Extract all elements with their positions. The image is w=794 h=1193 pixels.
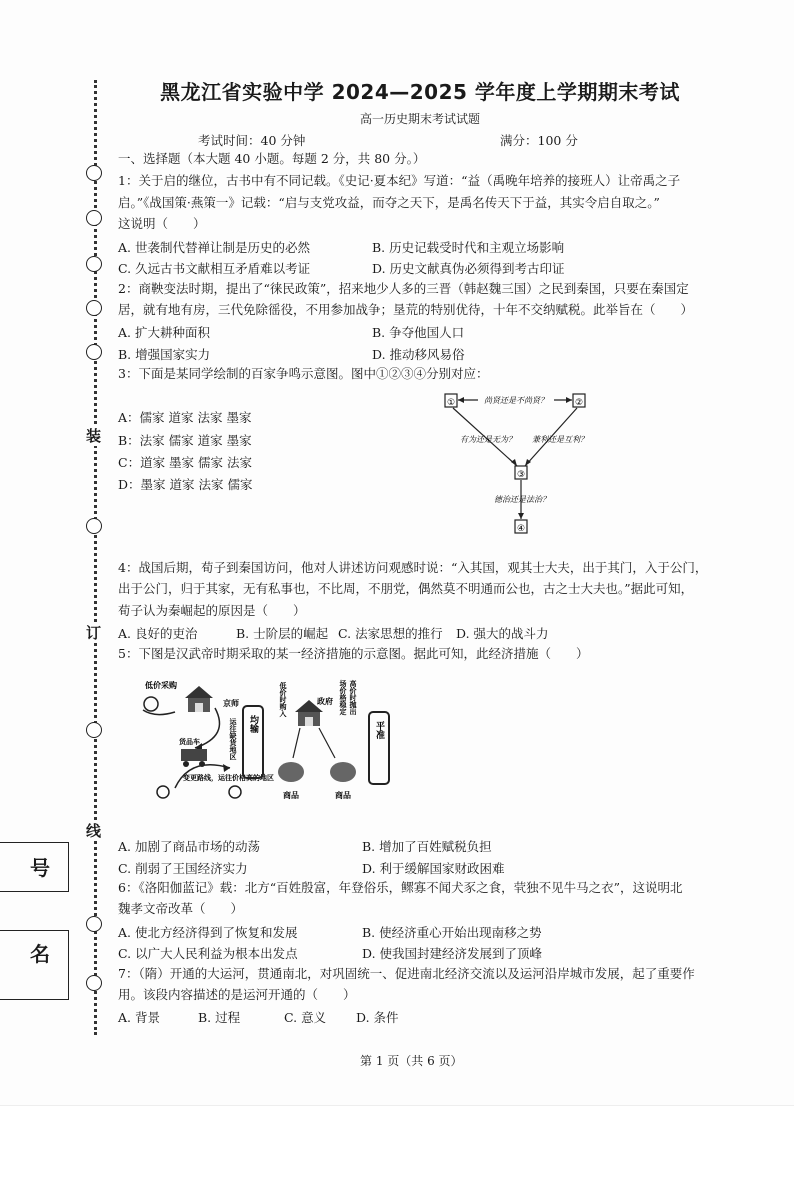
- q6-stem-line2: 魏孝文帝改革（ ）: [118, 901, 244, 916]
- binding-hole: [86, 722, 102, 738]
- q4-stem-line1: 4：战国后期，荀子到秦国访问，他对人讲述访问观感时说：“入其国，观其士大夫，出于其门，入于公门，: [118, 560, 708, 575]
- q3-option-c: C：道家 墨家 儒家 法家: [118, 455, 252, 470]
- q2-stem-line1: 2：商鞅变法时期，提出了“徕民政策”，招来地少人多的三晋（韩赵魏三国）之民到秦国，只要在秦国定: [118, 281, 689, 296]
- label-goods-2: 商品: [335, 791, 351, 800]
- q1-option-b: B. 历史记载受时代和主观立场影响: [372, 240, 565, 255]
- label-market-stable: 场价格稳定: [339, 680, 347, 715]
- q7-option-c: C. 意义: [284, 1010, 327, 1025]
- q3-stem: 3：下面是某同学绘制的百家争鸣示意图。图中①②③④分别对应：: [118, 366, 489, 381]
- binding-char-xian: 线: [86, 822, 102, 840]
- node-4-label: ④: [516, 524, 526, 534]
- binding-hole: [86, 165, 102, 181]
- node-2-label: ②: [574, 398, 584, 408]
- label-goods-1: 商品: [283, 791, 299, 800]
- q4-option-a: A. 良好的吏治: [118, 626, 198, 641]
- hundred-schools-diagram: [440, 388, 600, 538]
- exam-time: 考试时间：40 分钟: [198, 133, 306, 148]
- section-heading: 一、选择题（本大题 40 小题。每题 2 分，共 80 分。）: [118, 151, 426, 166]
- q7-stem-line2: 用。该段内容描述的是运河开通的（ ）: [118, 987, 356, 1002]
- exam-subtitle: 高一历史期末考试试题: [359, 112, 480, 126]
- warehouse-icon: [185, 686, 213, 712]
- label-goods-cart: 货品车: [179, 738, 200, 746]
- county-icon: [144, 697, 158, 711]
- binding-hole: [86, 916, 102, 932]
- q6-option-d: D. 使我国封建经济发展到了顶峰: [362, 946, 543, 961]
- page-footer: 第 1 页（共 6 页）: [360, 1054, 463, 1068]
- binding-hole: [86, 344, 102, 360]
- question-bottom: 德治还是法治？: [494, 495, 550, 504]
- q1-stem-line1: 1：关于启的继位，古书中有不同记载。《史记·夏本纪》写道：“益（禹晚年培养的接班人）让帝禹之子: [118, 173, 681, 188]
- q3-option-a: A：儒家 道家 法家 墨家: [118, 410, 252, 425]
- q4-stem-line3: 荀子认为秦崛起的原因是（ ）: [118, 603, 306, 618]
- q6-stem-line1: 6：《洛阳伽蓝记》载：北方“百姓殷富，年登俗乐，鳏寡不闻犬豕之食，茕独不见牛马之衣”，这说明北: [118, 880, 683, 895]
- q1-option-d: D. 历史文献真伪必须得到考古印证: [372, 261, 565, 276]
- label-capital: 京师: [223, 699, 239, 708]
- binding-hole: [86, 210, 102, 226]
- q4-option-c: C. 法家思想的推行: [338, 626, 443, 641]
- label-low-buy: 低价采购: [145, 681, 177, 690]
- label-ship: 运往缺货地区: [229, 718, 237, 760]
- q1-stem-line2: 启。”《战国策·燕策一》记载：“启与支党攻益，而夺之天下，是禹名传天下于益，其实令启自取之。”: [118, 195, 660, 210]
- binding-hole: [86, 300, 102, 316]
- q7-option-b: B. 过程: [198, 1010, 241, 1025]
- question-left: 有为还是无为？: [460, 435, 516, 444]
- q2-stem-line2: 居，就有地有房，三代免除徭役，不用参加战争；垦荒的特别优待，十年不交纳赋税。此举旨在（ ）: [118, 302, 694, 317]
- goods-pile-icon: [330, 762, 356, 782]
- binding-hole: [86, 518, 102, 534]
- q6-option-b: B. 使经济重心开始出现南移之势: [362, 925, 542, 940]
- binding-hole: [86, 975, 102, 991]
- q1-option-a: A. 世袭制代替禅让制是历史的必然: [118, 240, 310, 255]
- q5-option-c: C. 削弱了王国经济实力: [118, 861, 248, 876]
- binding-hole: [86, 256, 102, 272]
- cart-icon: [181, 749, 207, 761]
- q2-option-c: B. 增强国家实力: [118, 347, 211, 362]
- blank-margin: [0, 1105, 794, 1193]
- binding-char-zhuang: 装: [86, 427, 102, 445]
- q2-option-d: D. 推动移风易俗: [372, 347, 465, 362]
- q1-option-c: C. 久远古书文献相互矛盾难以考证: [118, 261, 311, 276]
- q4-stem-line2: 出于公门，归于其家，无有私事也，不比周，不朋党，偶然莫不明通而公也，古之士大夫也。”据此可知，: [118, 581, 694, 596]
- question-top: 尚贤还是不尚贤？: [484, 396, 548, 405]
- exam-title: 黑龙江省实验中学 2024—2025 学年度上学期期末考试: [160, 80, 680, 104]
- q5-option-a: A. 加剧了商品市场的动荡: [118, 839, 260, 854]
- q2-option-b: B. 争夺他国人口: [372, 325, 465, 340]
- q7-option-d: D. 条件: [356, 1010, 399, 1025]
- junshu-pingzhun-diagram: [135, 676, 395, 816]
- binding-char-ding: 订: [86, 624, 102, 642]
- q4-option-d: D. 强大的战斗力: [456, 626, 549, 641]
- label-low-time-buy: 低价时购入: [279, 682, 287, 717]
- label-junshu: 均输: [248, 715, 258, 733]
- q3-option-d: D：墨家 道家 法家 儒家: [118, 477, 253, 492]
- node-1-label: ①: [446, 398, 456, 408]
- student-number-label: 号: [30, 856, 50, 880]
- label-reroute: 变更路线，运往价格高的地区: [183, 774, 274, 782]
- goods-pile-icon: [278, 762, 304, 782]
- node-3-label: ③: [516, 470, 526, 480]
- exam-score: 满分：100 分: [500, 133, 578, 148]
- q6-option-c: C. 以广大人民利益为根本出发点: [118, 946, 298, 961]
- q7-stem-line1: 7：（隋）开通的大运河，贯通南北，对巩固统一、促进南北经济交流以及运河沿岸城市发展，起了重要作: [118, 966, 695, 981]
- q1-stem-line3: 这说明（ ）: [118, 216, 206, 231]
- q5-option-d: D. 利于缓解国家财政困难: [362, 861, 505, 876]
- label-government: 政府: [317, 697, 333, 706]
- label-high-time-sell: 高价时抛出: [349, 680, 357, 715]
- q6-option-a: A. 使北方经济得到了恢复和发展: [118, 925, 298, 940]
- q5-option-b: B. 增加了百姓赋税负担: [362, 839, 492, 854]
- label-pingzhun: 平准: [374, 721, 384, 739]
- q5-stem: 5：下图是汉武帝时期采取的某一经济措施的示意图。据此可知，此经济措施（ ）: [118, 646, 589, 661]
- q3-option-b: B：法家 儒家 道家 墨家: [118, 433, 252, 448]
- q7-option-a: A. 背景: [118, 1010, 160, 1025]
- student-name-label: 名: [30, 942, 50, 966]
- q4-option-b: B. 士阶层的崛起: [236, 626, 329, 641]
- question-right: 兼利还是互利？: [532, 435, 588, 444]
- q2-option-a: A. 扩大耕种面积: [118, 325, 210, 340]
